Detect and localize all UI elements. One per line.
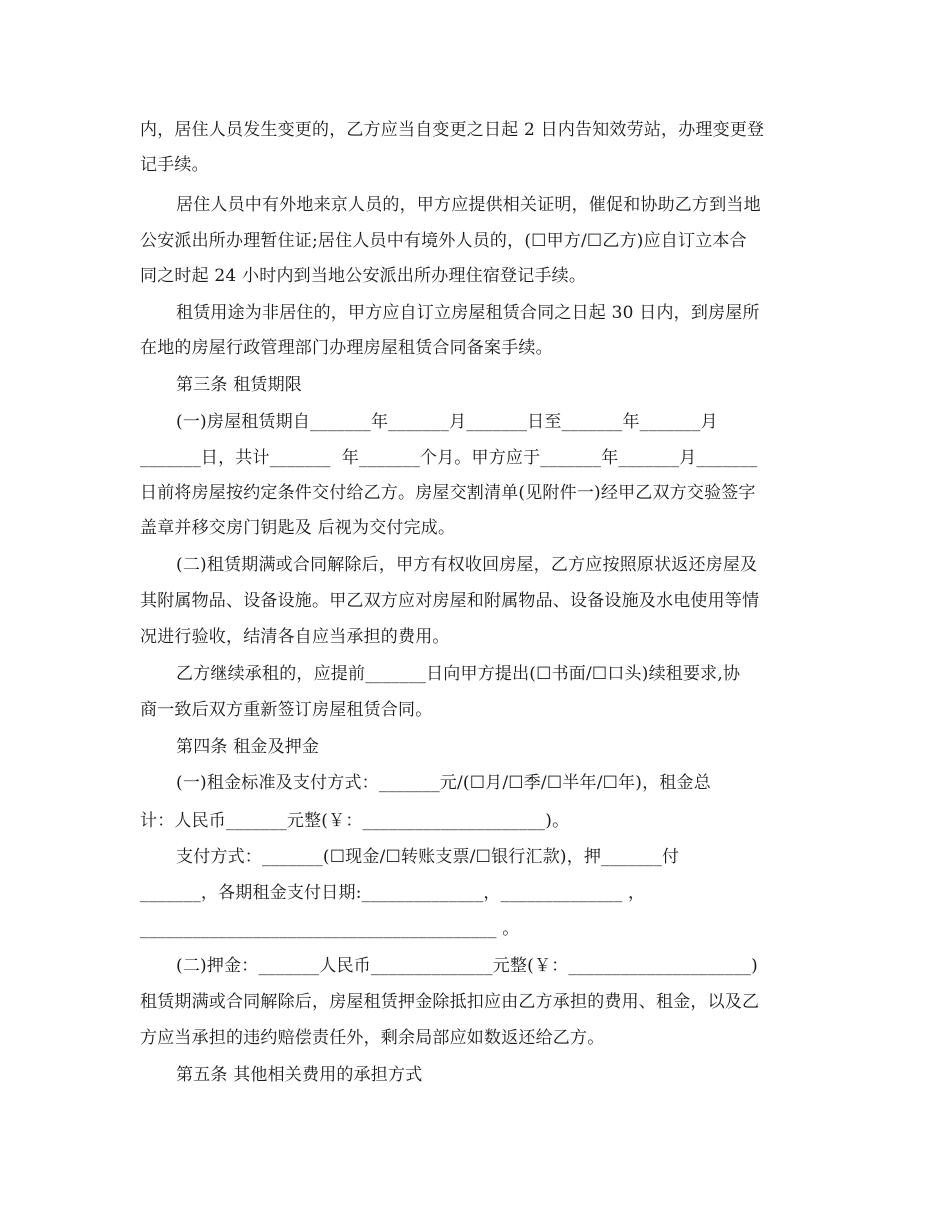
paragraph-line: 方应当承担的违约赔偿责任外，剩余局部应如数返还给乙方。 (140, 1028, 605, 1048)
paragraph-line: 租赁用途为非居住的，甲方应自订立房屋租赁合同之日起 30 日内，到房屋所 (176, 303, 760, 323)
paragraph-line: (二)租赁期满或合同解除后，甲方有权收回房屋，乙方应按照原状返还房屋及 (176, 555, 758, 575)
paragraph-line: 其附属物品、设备设施。甲乙双方应对房屋和附属物品、设备设施及水电使用等情 (140, 591, 760, 611)
paragraph-line: (一)租金标准及支付方式：_______元/(☐月/☐季/☐半年/☐年)，租金总 (176, 773, 711, 793)
paragraph-line: 况进行验收，结清各自应当承担的费用。 (140, 627, 450, 647)
paragraph-line: 乙方继续承租的，应提前_______日向甲方提出(☐书面/☐口头)续租要求,协 (176, 664, 741, 684)
paragraph-line: 公安派出所办理暂住证;居住人员中有境外人员的，(☐甲方/☐乙方)应自订立本合 (140, 231, 747, 251)
paragraph-line: (二)押金：_______人民币______________元整(￥：_____________________) (176, 956, 758, 976)
paragraph-line: 租赁期满或合同解除后，房屋租赁押金除抵扣应由乙方承担的费用、租金，以及乙 (140, 992, 760, 1012)
paragraph-line: 日前将房屋按约定条件交付给乙方。房屋交割清单(见附件一)经甲乙双方交验签字 (140, 483, 756, 503)
paragraph-line: 同之时起 24 小时内到当地公安派出所办理住宿登记手续。 (140, 266, 587, 286)
paragraph-line: _______日，共计_______ 年_______个月。甲方应于_______年_______月_______ (140, 448, 758, 468)
paragraph-line: 支付方式：_______(☐现金/☐转账支票/☐银行汇款)，押_______付 (176, 847, 680, 867)
paragraph-line: 计：人民币_______元整(￥：_____________________)。 (140, 811, 570, 831)
paragraph-line: 商一致后双方重新签订房屋租赁合同。 (140, 700, 433, 720)
paragraph-line: 记手续。 (140, 155, 209, 175)
paragraph-line: 盖章并移交房门钥匙及 后视为交付完成。 (140, 518, 456, 538)
section-heading: 第四条 租金及押金 (176, 737, 320, 757)
paragraph-line: 居住人员中有外地来京人员的，甲方应提供相关证明，催促和协助乙方到当地 (176, 195, 761, 215)
paragraph-line: (一)房屋租赁期自_______年_______月_______日至_______年_______月 (176, 412, 718, 432)
paragraph-line: _______，各期租金支付日期:______________，______________ ， (140, 883, 646, 903)
section-heading: 第五条 其他相关费用的承担方式 (176, 1065, 423, 1085)
paragraph-line: 内，居住人员发生变更的，乙方应当自变更之日起 2 日内告知效劳站，办理变更登 (140, 120, 765, 140)
section-heading: 第三条 租赁期限 (176, 375, 303, 395)
paragraph-line: _________________________________________ 。 (140, 919, 520, 939)
paragraph-line: 在地的房屋行政管理部门办理房屋租赁合同备案手续。 (140, 338, 553, 358)
